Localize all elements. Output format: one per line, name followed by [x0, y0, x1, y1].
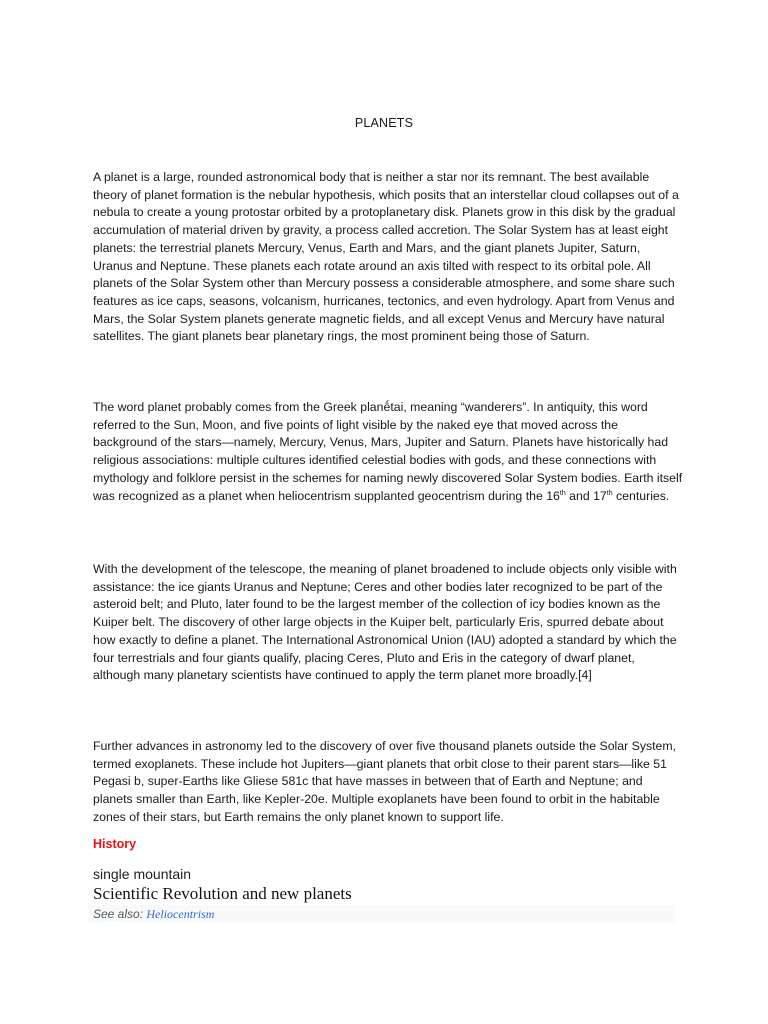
heliocentrism-link[interactable]: Heliocentrism [146, 907, 215, 921]
see-also-bar [88, 905, 675, 923]
single-mountain-text: single mountain [93, 866, 192, 882]
see-also-label: See also: [93, 907, 147, 921]
section-heading-scientific-revolution: Scientific Revolution and new planets [93, 884, 352, 903]
paragraph-exoplanets: Further advances in astronomy led to the discovery of over five thousand planets outside the Solar System, termed exoplanets. These include hot Jupiters—giant planets that orbit close to their parent stars—like 51 Pegasi b, super-Earths like Gliese 581c that have masses in between that of Earth and Neptune; and planets smaller than Earth, like Kepler-20e. Multiple exoplanets have been found to orbit in the habitable zones of their stars, but Earth remains the only planet known to support life. [93, 739, 677, 824]
paragraph-word-origin [93, 399, 683, 505]
paragraph-telescope: With the development of the telescope, the meaning of planet broadened to include objects only visible with assistance: the ice giants Uranus and Neptune; Ceres and other bodies later recognized to be part of the asteroid belt; and Pluto, later found to be the largest member of the collection of icy bodies known as the Kuiper belt. The discovery of other large objects in the Kuiper belt, particularly Eris, spurred debate about how exactly to define a planet. The International Astronomical Union (IAU) adopted a standard by which the four terrestrials and four giants qualify, placing Ceres, Pluto and Eris in the category of dwarf planet, although many planetary scientists have continued to apply the term planet more broadly.[4] [93, 562, 677, 683]
paragraph-word-origin-and: and 17 [565, 488, 607, 503]
document-title: PLANETS [354, 116, 414, 130]
superscript-th-16: th [559, 489, 566, 497]
history-heading: History [93, 837, 137, 851]
paragraph-word-origin-end: centuries. [612, 488, 670, 503]
superscript-th-17: th [606, 489, 613, 497]
paragraph-word-origin-text: The word planet probably comes from the Greek planḗtai, meaning “wanderers”. In antiquity, this word referred to the Sun, Moon, and five points of light visible by the naked eye that moved across the background of the stars—namely, Mercury, Venus, Mars, Jupiter and Saturn. Planets have historically had religious associations: multiple cultures identified celestial bodies with gods, and these connections with mythology and folklore persist in the schemes for naming newly discovered Solar System bodies. Earth itself was recognized as a planet when heliocentrism supplanted geocentrism during the 16 [93, 400, 683, 503]
paragraph-planet-definition: A planet is a large, rounded astronomical body that is neither a star nor its remnant. The best available theory of planet formation is the nebular hypothesis, which posits that an interstellar cloud collapses out of a nebula to create a young protostar orbited by a protoplanetary disk. Planets grow in this disk by the gradual accumulation of material driven by gravity, a process called accretion. The Solar System has at least eight planets: the terrestrial planets Mercury, Venus, Earth and Mars, and the giant planets Jupiter, Saturn, Uranus and Neptune. These planets each rotate around an axis tilted with respect to its orbital pole. All planets of the Solar System other than Mercury possess a considerable atmosphere, and some share such features as ice caps, seasons, volcanism, hurricanes, tectonics, and even hydrology. Apart from Venus and Mars, the Solar System planets generate magnetic fields, and all except Venus and Mercury have natural satellites. The giant planets bear planetary rings, the most prominent being those of Saturn. [93, 170, 679, 344]
